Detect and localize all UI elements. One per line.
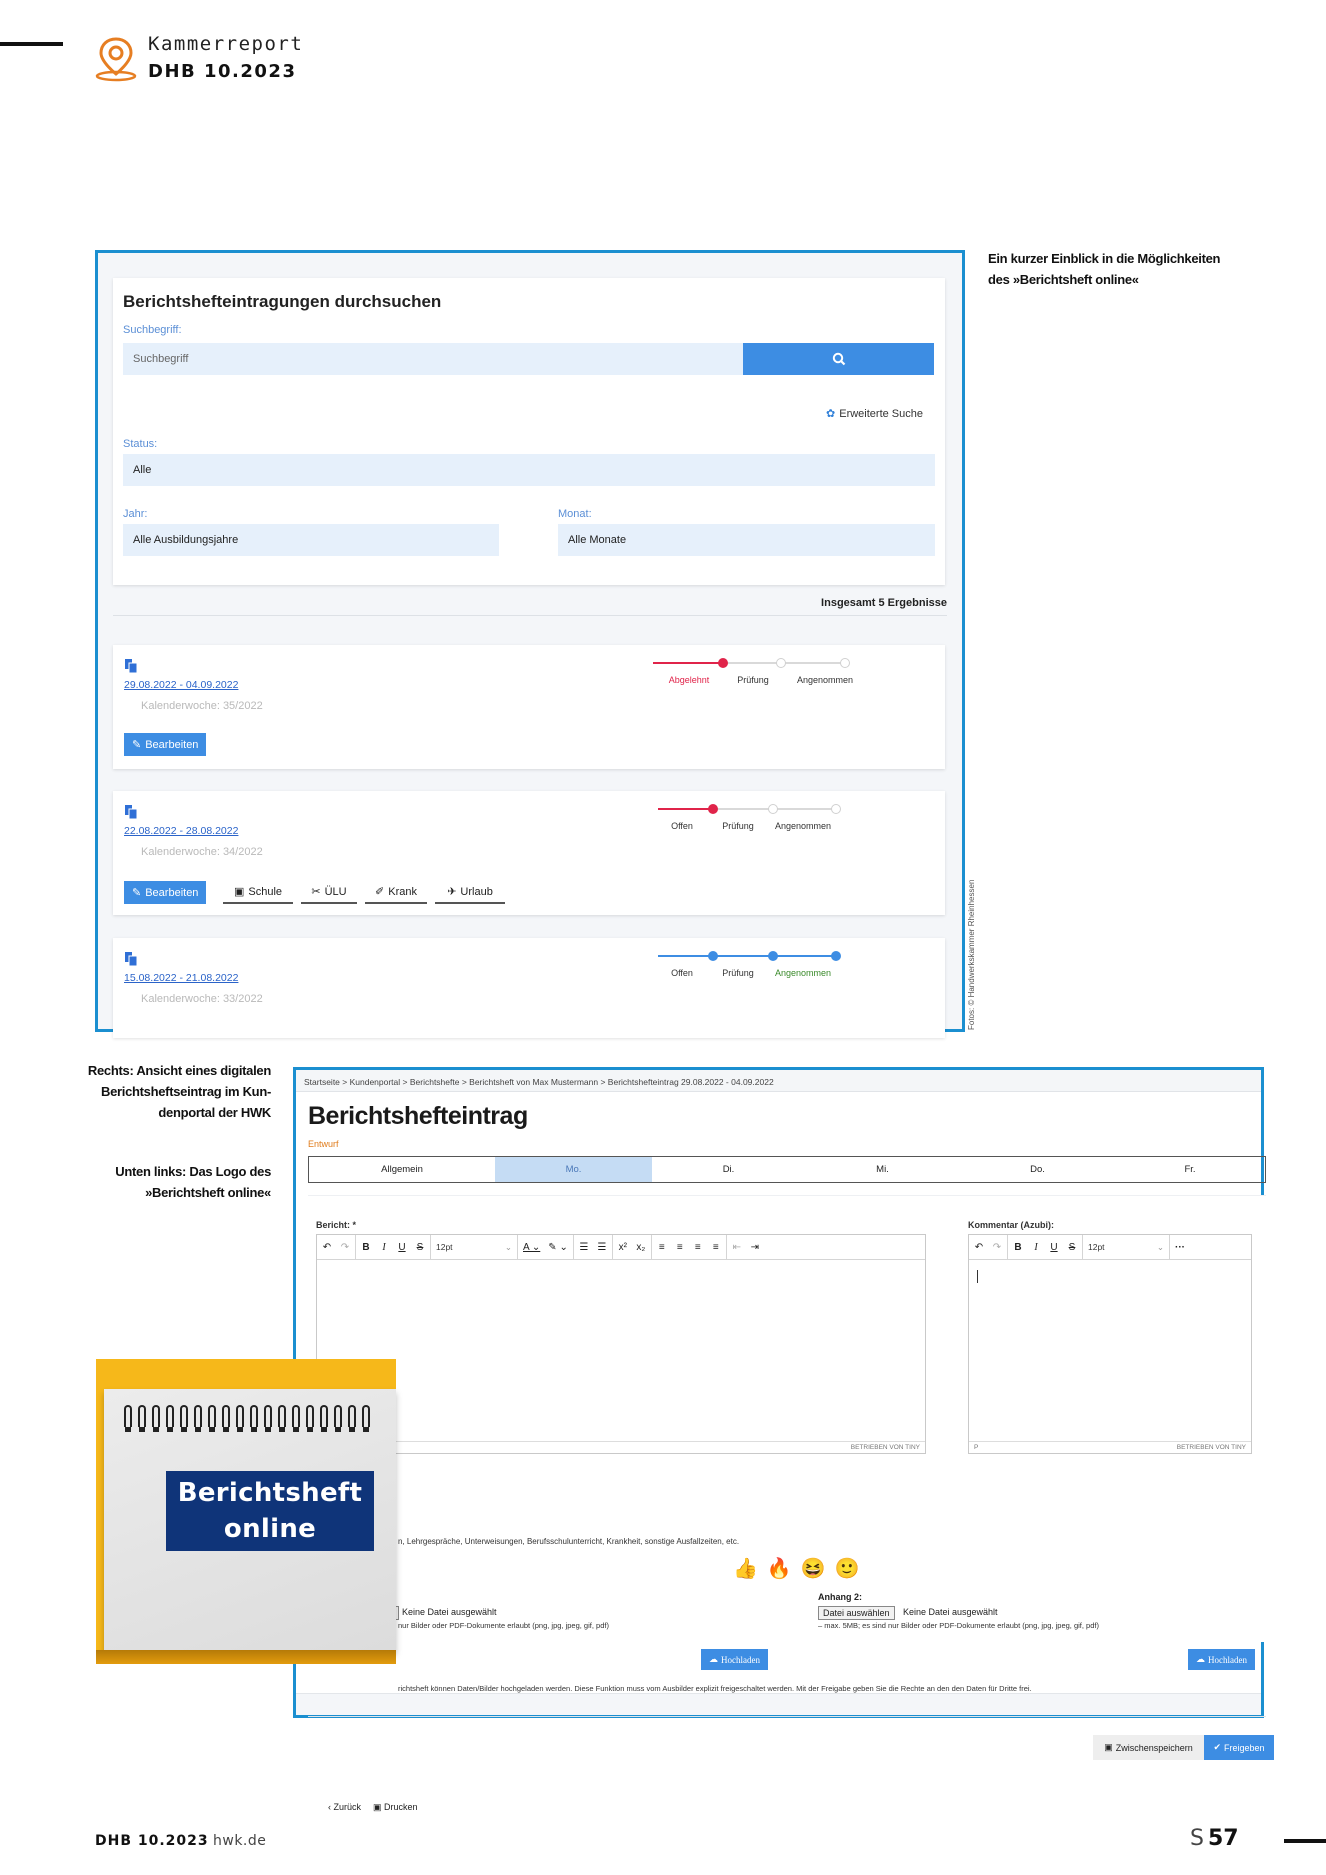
subscript-icon[interactable]: x₂	[636, 1241, 646, 1253]
status-badge: Entwurf	[308, 1139, 339, 1149]
step-dot-active	[718, 658, 728, 668]
entry-date-range[interactable]: 22.08.2022 - 28.08.2022	[124, 825, 239, 837]
results-total: Insgesamt 5 Ergebnisse	[821, 597, 947, 609]
divider	[308, 1716, 1266, 1717]
step-label: Angenommen	[774, 821, 832, 831]
laughing-face-icon[interactable]: 😆	[800, 1558, 826, 1580]
strikethrough-button[interactable]: S	[1068, 1241, 1076, 1253]
year-select[interactable]: Alle Ausbildungsjahre	[123, 524, 499, 556]
list-item	[113, 938, 945, 1038]
file-note-2: – max. 5MB; es sind nur Bilder oder PDF-Dokumente erlaubt (png, jpg, jpeg, gif, pdf)	[818, 1621, 1099, 1630]
page-number: S 57	[1190, 1826, 1239, 1851]
tools-icon: ✂	[311, 886, 321, 898]
font-size-select[interactable]: 12pt ⌄	[1088, 1241, 1164, 1252]
reaction-icons	[733, 1556, 860, 1581]
breadcrumb[interactable]: Startseite > Kundenportal > Berichtshefte > Berichtsheft von Max Mustermann > Berichtsheftеintrag 29.08.2022 - 04.09.2022	[304, 1077, 774, 1087]
font-size-select[interactable]: 12pt ⌄	[436, 1241, 512, 1252]
italic-button[interactable]: I	[1034, 1241, 1038, 1253]
underline-button[interactable]: U	[398, 1241, 406, 1253]
bullet-list-icon[interactable]: ☰	[597, 1241, 607, 1253]
report-hint: n, Lehrgespräche, Unterweisungen, Berufsschulunterricht, Krankheit, sonstige Ausfallzeiten, etc.	[398, 1537, 740, 1546]
tab-fr[interactable]: Fr.	[1184, 1164, 1196, 1175]
extended-search-link[interactable]	[826, 407, 923, 420]
documents-icon	[124, 951, 138, 967]
bold-button[interactable]: B	[1014, 1241, 1022, 1253]
indent-icon[interactable]: ⇥	[750, 1241, 760, 1253]
print-link[interactable]: ▣ Drucken	[373, 1802, 418, 1812]
search-button[interactable]	[743, 343, 934, 375]
footer-site: hwk.de	[213, 1833, 267, 1849]
search-icon	[832, 352, 846, 366]
step-label: Offen	[671, 821, 693, 831]
editor-toolbar	[317, 1235, 925, 1260]
step-label: Prüfung	[722, 968, 754, 978]
status-label: Status:	[123, 438, 158, 450]
align-left-icon[interactable]: ≡	[658, 1241, 665, 1253]
year-label: Jahr:	[123, 508, 148, 520]
step-dot-active	[708, 951, 718, 961]
entry-panel	[308, 1195, 1266, 1812]
caption-top: Ein kurzer Einblick in die Möglichkeiten des »Berichtsheft online«	[988, 251, 1221, 287]
upload-legal-note: richtsheft können Daten/Bilder hochgeladen werden. Diese Funktion muss vom Ausbilder explizit freigeschaltet werden. Mit der Freigabe geben Sie die Rechte an den den Daten für Dritte frei.	[398, 1684, 1032, 1693]
back-link[interactable]: ‹ Zurück	[328, 1802, 362, 1812]
check-icon: ✔	[1213, 1742, 1221, 1752]
tab-di[interactable]: Di.	[722, 1164, 735, 1175]
syringe-icon: ✐	[375, 886, 385, 898]
plane-icon: ✈	[447, 886, 457, 898]
tag-ulu-button[interactable]: ✂ ÜLU	[301, 881, 357, 904]
cloud-upload-icon: ☁	[709, 1654, 718, 1664]
entry-screenshot	[293, 1067, 1265, 1812]
entry-week: Kalenderwoche: 35/2022	[141, 700, 263, 712]
save-draft-button[interactable]: ▣ Zwischenspeichern	[1093, 1735, 1204, 1760]
search-title: Berichtsheftеintragungen durchsuchen	[123, 292, 442, 311]
extended-search-label: Erweiterte Suche	[839, 407, 923, 420]
step-dot	[776, 658, 786, 668]
edit-icon: ✎	[132, 887, 142, 899]
attachment-2-label: Anhang 2:	[818, 1592, 862, 1602]
file-status-1: Keine Datei ausgewählt	[402, 1607, 497, 1617]
upload-button-1[interactable]: ☁ Hochladen	[701, 1649, 768, 1670]
step-label: Angenommen	[774, 968, 832, 978]
gear-icon: ✿	[826, 408, 836, 420]
location-pin-icon	[94, 36, 138, 82]
report-label: Bericht: *	[316, 1220, 357, 1230]
redo-icon[interactable]: ↷	[340, 1241, 350, 1253]
notepad	[104, 1389, 396, 1651]
file-choose-button-2[interactable]: Datei auswählen	[818, 1606, 895, 1620]
edit-button[interactable]	[124, 733, 206, 756]
align-center-icon[interactable]: ≡	[676, 1241, 683, 1253]
floppy-icon: ▣	[1104, 1742, 1113, 1752]
undo-icon[interactable]: ↶	[974, 1241, 984, 1253]
tab-mo[interactable]: Mo.	[495, 1157, 652, 1182]
tag-vacation-button[interactable]: ✈ Urlaub	[435, 881, 505, 904]
highlight-icon[interactable]: ✎ ⌄	[548, 1241, 568, 1253]
entry-week: Kalenderwoche: 34/2022	[141, 846, 263, 858]
search-input[interactable]: Suchbegriff	[123, 343, 743, 375]
tab-allgemein[interactable]: Allgemein	[381, 1164, 423, 1175]
editor-statusbar: P BETRIEBEN VON TINY	[969, 1441, 1251, 1453]
edit-button[interactable]	[124, 881, 206, 904]
tag-sick-button[interactable]: ✐ Krank	[365, 881, 427, 904]
underline-button[interactable]: U	[1050, 1241, 1058, 1253]
month-label: Monat:	[558, 508, 592, 520]
step-dot	[768, 804, 778, 814]
search-card	[113, 278, 945, 585]
issue-label: DHB 10.2023	[148, 61, 297, 82]
step-dot	[831, 804, 841, 814]
documents-icon	[124, 804, 138, 820]
step-label: Angenommen	[796, 675, 854, 685]
caption-logo: Unten links: Das Logo des »Berichtsheft online«	[115, 1164, 271, 1200]
fire-icon[interactable]: 🔥	[766, 1558, 792, 1580]
file-note-1: nur Bilder oder PDF-Dokumente erlaubt (png, jpg, jpeg, gif, pdf)	[398, 1621, 609, 1630]
entry-date-range[interactable]: 29.08.2022 - 04.09.2022	[124, 679, 239, 691]
documents-icon	[124, 658, 138, 674]
undo-icon[interactable]: ↶	[322, 1241, 332, 1253]
comment-editor[interactable]	[968, 1234, 1252, 1454]
editor-statusbar: BETRIEBEN VON TINY	[317, 1441, 925, 1453]
more-icon[interactable]: ···	[1175, 1241, 1185, 1253]
list-item	[113, 791, 945, 915]
edit-label: Bearbeiten	[145, 886, 199, 899]
strikethrough-button[interactable]: S	[416, 1241, 424, 1253]
upload-button-2[interactable]: ☁ Hochladen	[1188, 1649, 1255, 1670]
spiral-binding	[124, 1405, 370, 1427]
header-rule	[0, 42, 63, 46]
step-label: Abgelehnt	[668, 675, 710, 685]
list-item	[113, 645, 945, 769]
step-dot	[840, 658, 850, 668]
print-icon: ▣	[373, 1802, 382, 1812]
entry-week: Kalenderwoche: 33/2022	[141, 993, 263, 1005]
comment-label: Kommentar (Azubi):	[968, 1220, 1054, 1230]
smiley-icon[interactable]: 🙂	[834, 1558, 860, 1580]
release-button[interactable]: ✔ Freigeben	[1204, 1735, 1274, 1760]
tag-school-button[interactable]: ▣ Schule	[223, 881, 293, 904]
justify-icon[interactable]: ≡	[712, 1241, 719, 1253]
section-kicker: Kammerreport	[148, 33, 304, 55]
status-stepper	[653, 948, 853, 988]
redo-icon[interactable]: ↷	[992, 1241, 1002, 1253]
step-dot-active	[831, 951, 841, 961]
berichtsheft-logo-image	[96, 1359, 396, 1664]
text-color-icon[interactable]: A ⌄	[523, 1241, 541, 1253]
edit-icon: ✎	[132, 739, 142, 751]
status-stepper	[653, 655, 853, 695]
footer-links	[328, 1802, 418, 1813]
thumbs-up-icon[interactable]: 👍	[733, 1558, 758, 1580]
logo-wordmark: Berichtsheft online	[166, 1471, 374, 1551]
photo-credit: Fotos: © Handwerkskammer Rheinhessen	[967, 879, 976, 1030]
step-label: Prüfung	[722, 821, 754, 831]
superscript-icon[interactable]: x²	[618, 1241, 627, 1253]
search-label: Suchbegriff:	[123, 324, 182, 336]
edit-label: Bearbeiten	[145, 738, 199, 751]
page-bottom	[296, 1693, 1261, 1715]
month-select[interactable]: Alle Monate	[558, 524, 935, 556]
text-cursor	[977, 1270, 978, 1283]
caption-right-view: Rechts: Ansicht eines digitalen Berichtsheftseintrag im Kun- denportal der HWK	[87, 1063, 271, 1120]
school-icon: ▣	[233, 886, 245, 898]
step-dot-active	[708, 804, 718, 814]
cloud-upload-icon: ☁	[1196, 1654, 1205, 1664]
page-title: Berichtsheftеintrag	[308, 1102, 528, 1130]
footer-rule	[1284, 1839, 1326, 1843]
search-screenshot	[95, 250, 965, 1032]
day-tabs	[308, 1156, 1266, 1183]
status-stepper	[653, 801, 853, 841]
file-status-2: Keine Datei ausgewählt	[903, 1607, 998, 1617]
align-right-icon[interactable]: ≡	[694, 1241, 701, 1253]
footer-issue: DHB 10.2023	[95, 1833, 209, 1849]
numbered-list-icon[interactable]: ☰	[579, 1241, 589, 1253]
entry-date-range[interactable]: 15.08.2022 - 21.08.2022	[124, 972, 239, 984]
italic-button[interactable]: I	[382, 1241, 386, 1253]
editor-toolbar	[969, 1235, 1251, 1260]
step-label: Prüfung	[737, 675, 769, 685]
tab-do[interactable]: Do.	[1030, 1164, 1045, 1175]
bold-button[interactable]: B	[362, 1241, 370, 1253]
status-select[interactable]: Alle	[123, 454, 935, 486]
outdent-icon[interactable]: ⇤	[732, 1241, 742, 1253]
report-editor[interactable]	[316, 1234, 926, 1454]
tab-mi[interactable]: Mi.	[876, 1164, 889, 1175]
step-label: Offen	[671, 968, 693, 978]
divider	[113, 615, 947, 616]
step-dot-active	[768, 951, 778, 961]
